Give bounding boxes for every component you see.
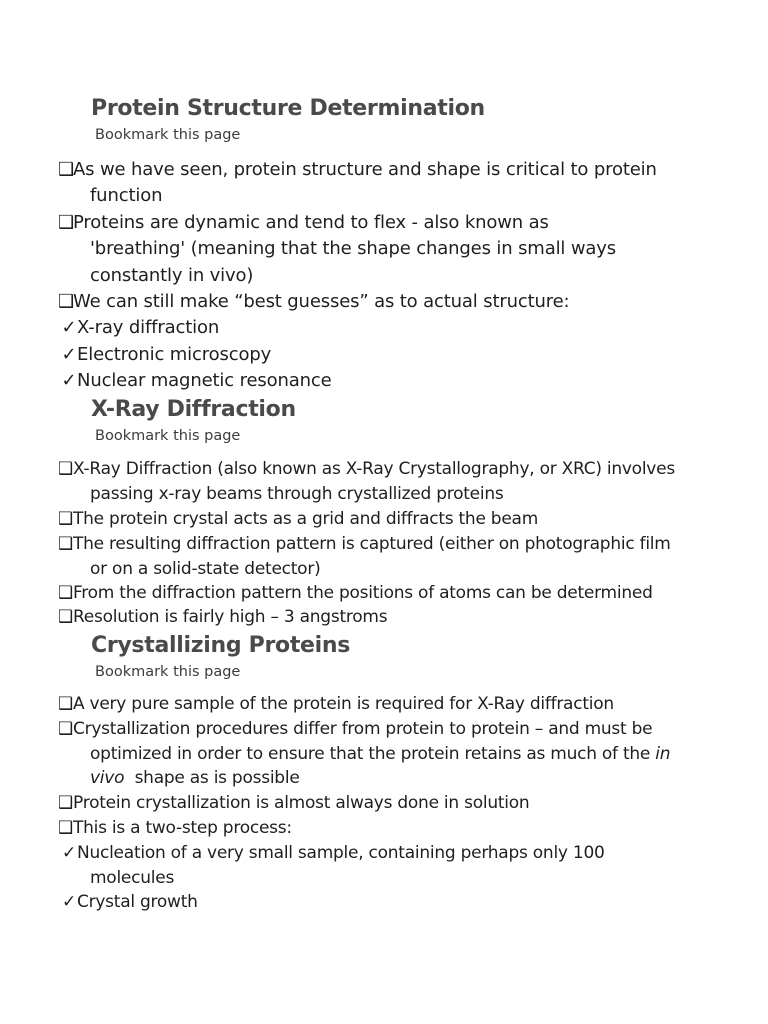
check-item (61, 315, 751, 341)
bullet-text: Protein crystallization is almost always done in solution (73, 793, 530, 813)
bullet-item (58, 605, 748, 630)
section-title: X-Ray Diffraction (91, 397, 296, 422)
bullet-item (58, 289, 748, 315)
bullet-item (58, 581, 748, 606)
bullet-text: As we have seen, protein structure and shape is critical to protein (73, 159, 657, 180)
check-text: Nuclear magnetic resonance (77, 370, 332, 391)
bullet-item (58, 507, 748, 532)
check-item (61, 342, 751, 368)
bullet-text-continued (58, 766, 748, 791)
bullet-text: X-Ray Diffraction (also known as X-Ray Crystallography, or XRC) involves (73, 459, 675, 479)
bullet-text: A very pure sample of the protein is required for X-Ray diffraction (73, 694, 614, 714)
bullet-text-continued: constantly in vivo) (90, 264, 254, 286)
check-text: Crystal growth (77, 892, 198, 912)
checkbox-bullet-icon: ❑ (58, 694, 73, 714)
check-text: X-ray diffraction (77, 317, 220, 338)
checkbox-bullet-icon: ❑ (58, 459, 73, 479)
checkmark-icon: ✓ (61, 317, 77, 338)
bookmark-link[interactable]: Bookmark this page (95, 428, 241, 444)
checkbox-bullet-icon: ❑ (58, 509, 73, 529)
bullet-text: Proteins are dynamic and tend to flex - also known as (73, 212, 549, 233)
bullet-text-continued: or on a solid-state detector) (90, 558, 321, 579)
check-item (61, 368, 751, 394)
checkmark-icon: ✓ (61, 344, 77, 365)
bullet-item (58, 210, 748, 289)
bullet-item (58, 532, 748, 581)
bookmark-link[interactable]: Bookmark this page (95, 664, 241, 680)
bullet-text: Crystallization procedures differ from protein to protein – and must be (73, 719, 653, 739)
checkbox-bullet-icon: ❑ (58, 793, 73, 813)
bullet-text: The protein crystal acts as a grid and diffracts the beam (73, 509, 539, 529)
bullet-text: From the diffraction pattern the positions of atoms can be determined (73, 583, 653, 603)
section-title: Protein Structure Determination (91, 96, 485, 121)
bullet-text-continued: function (90, 185, 163, 207)
checkbox-bullet-icon: ❑ (58, 818, 73, 838)
check-text: Electronic microscopy (77, 344, 272, 365)
checkbox-bullet-icon: ❑ (58, 291, 74, 312)
checkbox-bullet-icon: ❑ (58, 607, 73, 627)
bullet-item (58, 791, 748, 816)
check-text: Nucleation of a very small sample, containing perhaps only 100 (77, 843, 605, 863)
bullet-item (58, 457, 748, 506)
section-title: Crystallizing Proteins (91, 633, 351, 658)
checkmark-icon: ✓ (61, 370, 77, 391)
bullet-text: The resulting diffraction pattern is captured (either on photographic film (73, 534, 671, 554)
bullet-text: Resolution is fairly high – 3 angstroms (73, 607, 388, 627)
checkbox-bullet-icon: ❑ (58, 159, 74, 180)
checkbox-bullet-icon: ❑ (58, 583, 73, 603)
bullet-text: We can still make “best guesses” as to actual structure: (73, 291, 570, 312)
bullet-item (58, 157, 748, 210)
bullet-text: This is a two-step process: (73, 818, 292, 838)
check-text-continued: molecules (90, 867, 175, 888)
bullet-text-part: optimized in order to ensure that the protein retains as much of the (90, 743, 651, 764)
italic-text: in (655, 743, 671, 764)
bullet-item (58, 717, 748, 791)
bullet-text-continued: 'breathing' (meaning that the shape changes in small ways (90, 238, 617, 260)
check-item (61, 841, 751, 890)
checkmark-icon: ✓ (62, 843, 76, 863)
checkmark-icon: ✓ (62, 892, 76, 912)
checkbox-bullet-icon: ❑ (58, 534, 73, 554)
check-item (61, 890, 751, 915)
bullet-item (58, 692, 748, 717)
checkbox-bullet-icon: ❑ (58, 212, 74, 233)
bookmark-link[interactable]: Bookmark this page (95, 127, 241, 143)
italic-text: vivo (90, 768, 125, 789)
bullet-text-continued: passing x-ray beams through crystallized proteins (90, 483, 504, 504)
bullet-text-part: shape as is possible (134, 768, 300, 789)
bullet-item (58, 816, 748, 841)
checkbox-bullet-icon: ❑ (58, 719, 73, 739)
bullet-text-continued (58, 742, 748, 767)
